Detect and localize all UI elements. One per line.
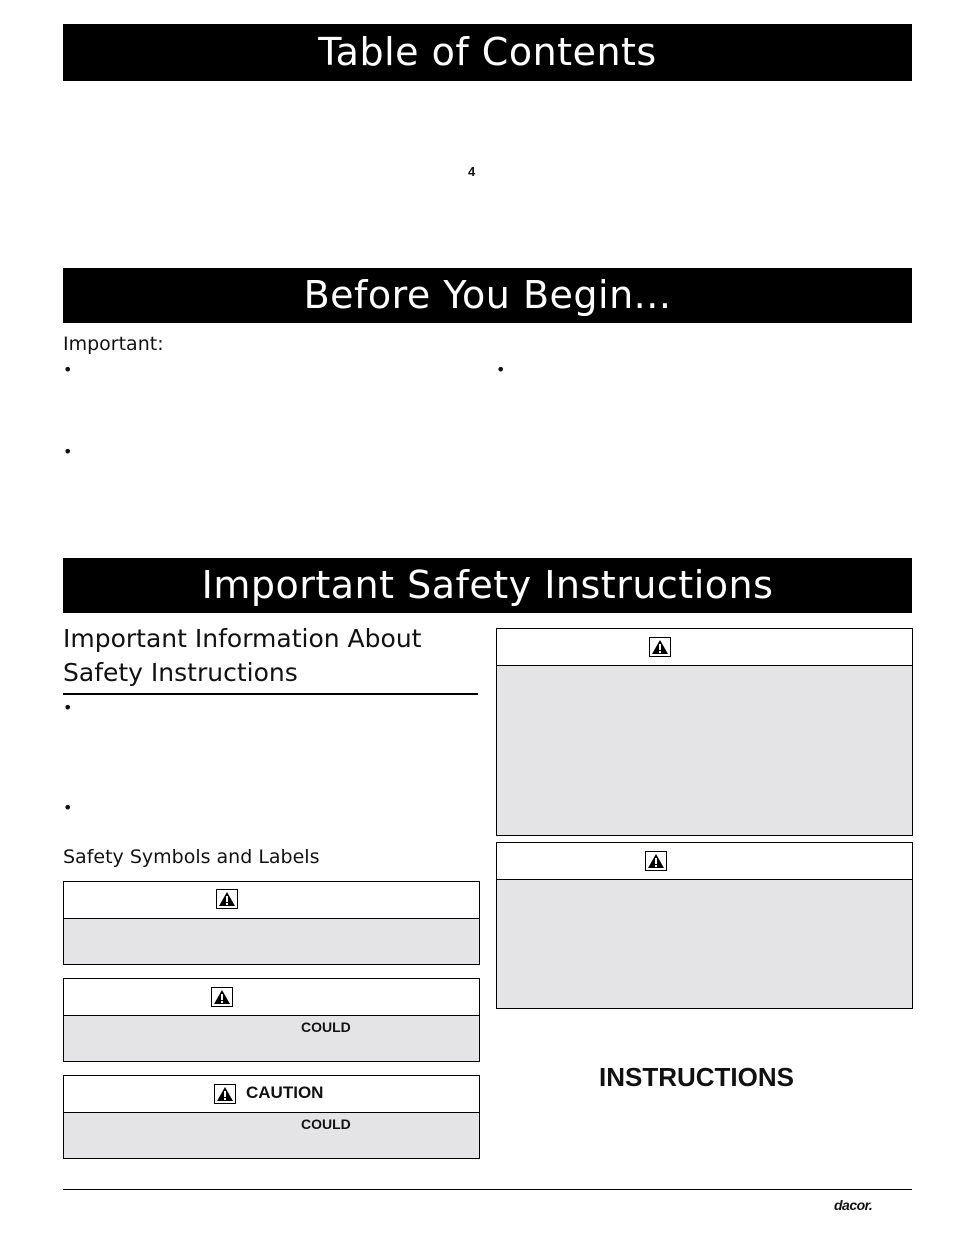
info-heading: Important Information About Safety Instructions [63, 622, 478, 695]
bullet: • [63, 698, 73, 717]
toc-page-number: 4 [468, 164, 476, 179]
caution-label: CAUTION [246, 1083, 324, 1102]
could-text: COULD [301, 1116, 351, 1132]
label-box-header [64, 882, 479, 919]
warning-triangle-icon [214, 1084, 236, 1104]
bullet: • [63, 798, 73, 817]
warning-box-header [497, 629, 912, 666]
warning-triangle-icon [649, 637, 671, 657]
caution-label-box [63, 1075, 480, 1159]
bullet: • [496, 360, 506, 379]
label-box-body [64, 1113, 479, 1158]
safety-instructions-title: Important Safety Instructions [63, 558, 912, 613]
warning-triangle-icon [216, 889, 238, 909]
footer-rule [63, 1189, 912, 1190]
before-you-begin-title: Before You Begin... [63, 268, 912, 323]
label-box-header [64, 979, 479, 1016]
label-box-header [64, 1076, 479, 1113]
label-box-body [64, 1016, 479, 1061]
warning-box-lower [496, 842, 913, 1009]
warning-box-header [497, 843, 912, 880]
warning-box-body [497, 880, 912, 1008]
label-box-body [64, 919, 479, 964]
could-text: COULD [301, 1019, 351, 1035]
warning-box-body [497, 666, 912, 835]
important-label: Important: [63, 333, 164, 355]
instructions-label: INSTRUCTIONS [599, 1062, 794, 1092]
warning-label-box [63, 978, 480, 1062]
dacor-logo: dacor. [834, 1197, 873, 1213]
warning-box-upper [496, 628, 913, 836]
toc-title: Table of Contents [63, 24, 912, 81]
warning-triangle-icon [211, 987, 233, 1007]
warning-triangle-icon [645, 851, 667, 871]
symbols-heading: Safety Symbols and Labels [63, 846, 320, 868]
bullet: • [63, 442, 73, 461]
danger-label-box [63, 881, 480, 965]
bullet: • [63, 360, 73, 379]
